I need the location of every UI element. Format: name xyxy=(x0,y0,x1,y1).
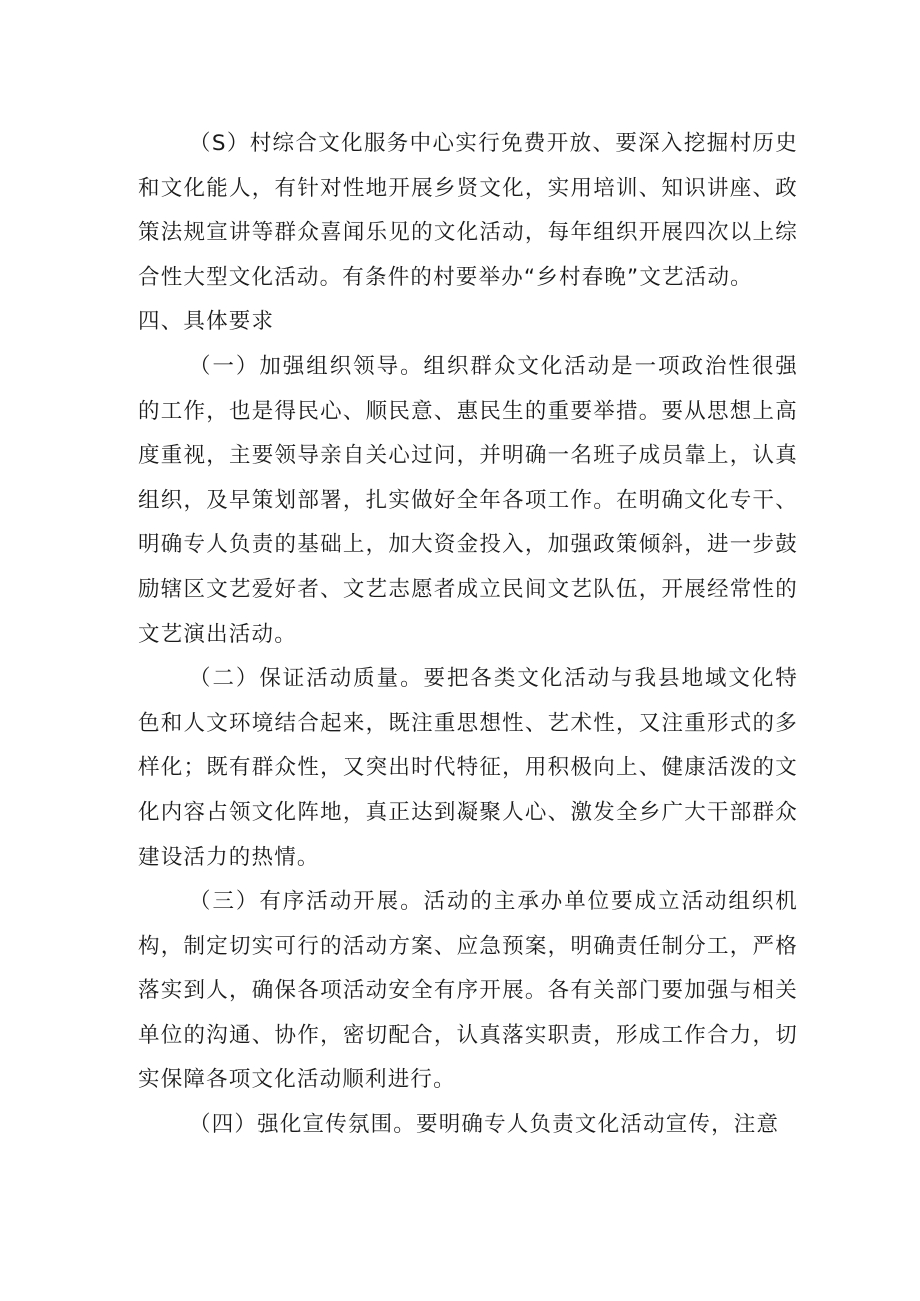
paragraph-publicity-atmosphere: （四）强化宣传氛围。要明确专人负责文化活动宣传，注意 xyxy=(189,1112,780,1138)
section-heading-specific-requirements: 四、具体要求 xyxy=(138,309,275,335)
paragraph-orderly-activities: （三）有序活动开展。活动的主承办单位要成立活动组织机构，制定切实可行的活动方案、应急预案，明确责任制分工，严格落实到人，确保各项活动安全有序开展。各有关部门要加强与相关单位的沟通、协作，密切配合，认真落实职责，形成工作合力，切实保障各项文化活动顺利进行。 xyxy=(138,889,798,1093)
paragraph-strengthen-leadership: （一）加强组织领导。组织群众文化活动是一项政治性很强的工作，也是得民心、顺民意、惠民生的重要举措。要从思想上高度重视，主要领导亲自关心过问，并明确一名班子成员靠上，认真组织，及早策划部署，扎实做好全年各项工作。在明确文化专干、明确专人负责的基础上，加大资金投入，加强政策倾斜，进一步鼓励辖区文艺爱好者、文艺志愿者成立民间文艺队伍，开展经常性的文艺演出活动。 xyxy=(138,353,798,647)
document-body xyxy=(138,122,798,1148)
paragraph-ensure-quality: （二）保证活动质量。要把各类文化活动与我县地域文化特色和人文环境结合起来，既注重思想性、艺术性，又注重形式的多样化；既有群众性，又突出时代特征，用积极向上、健康活泼的文化内容占领文化阵地，真正达到凝聚人心、激发全乡广大干部群众建设活力的热情。 xyxy=(138,666,798,870)
paragraph-village-culture-center: （S）村综合文化服务中心实行免费开放、要深入挖掘村历史和文化能人，有针对性地开展乡贤文化，实用培训、知识讲座、政策法规宣讲等群众喜闻乐见的文化活动，每年组织开展四次以上综合性大型文化活动。有条件的村要举办“乡村春晚”文艺活动。 xyxy=(138,131,798,290)
